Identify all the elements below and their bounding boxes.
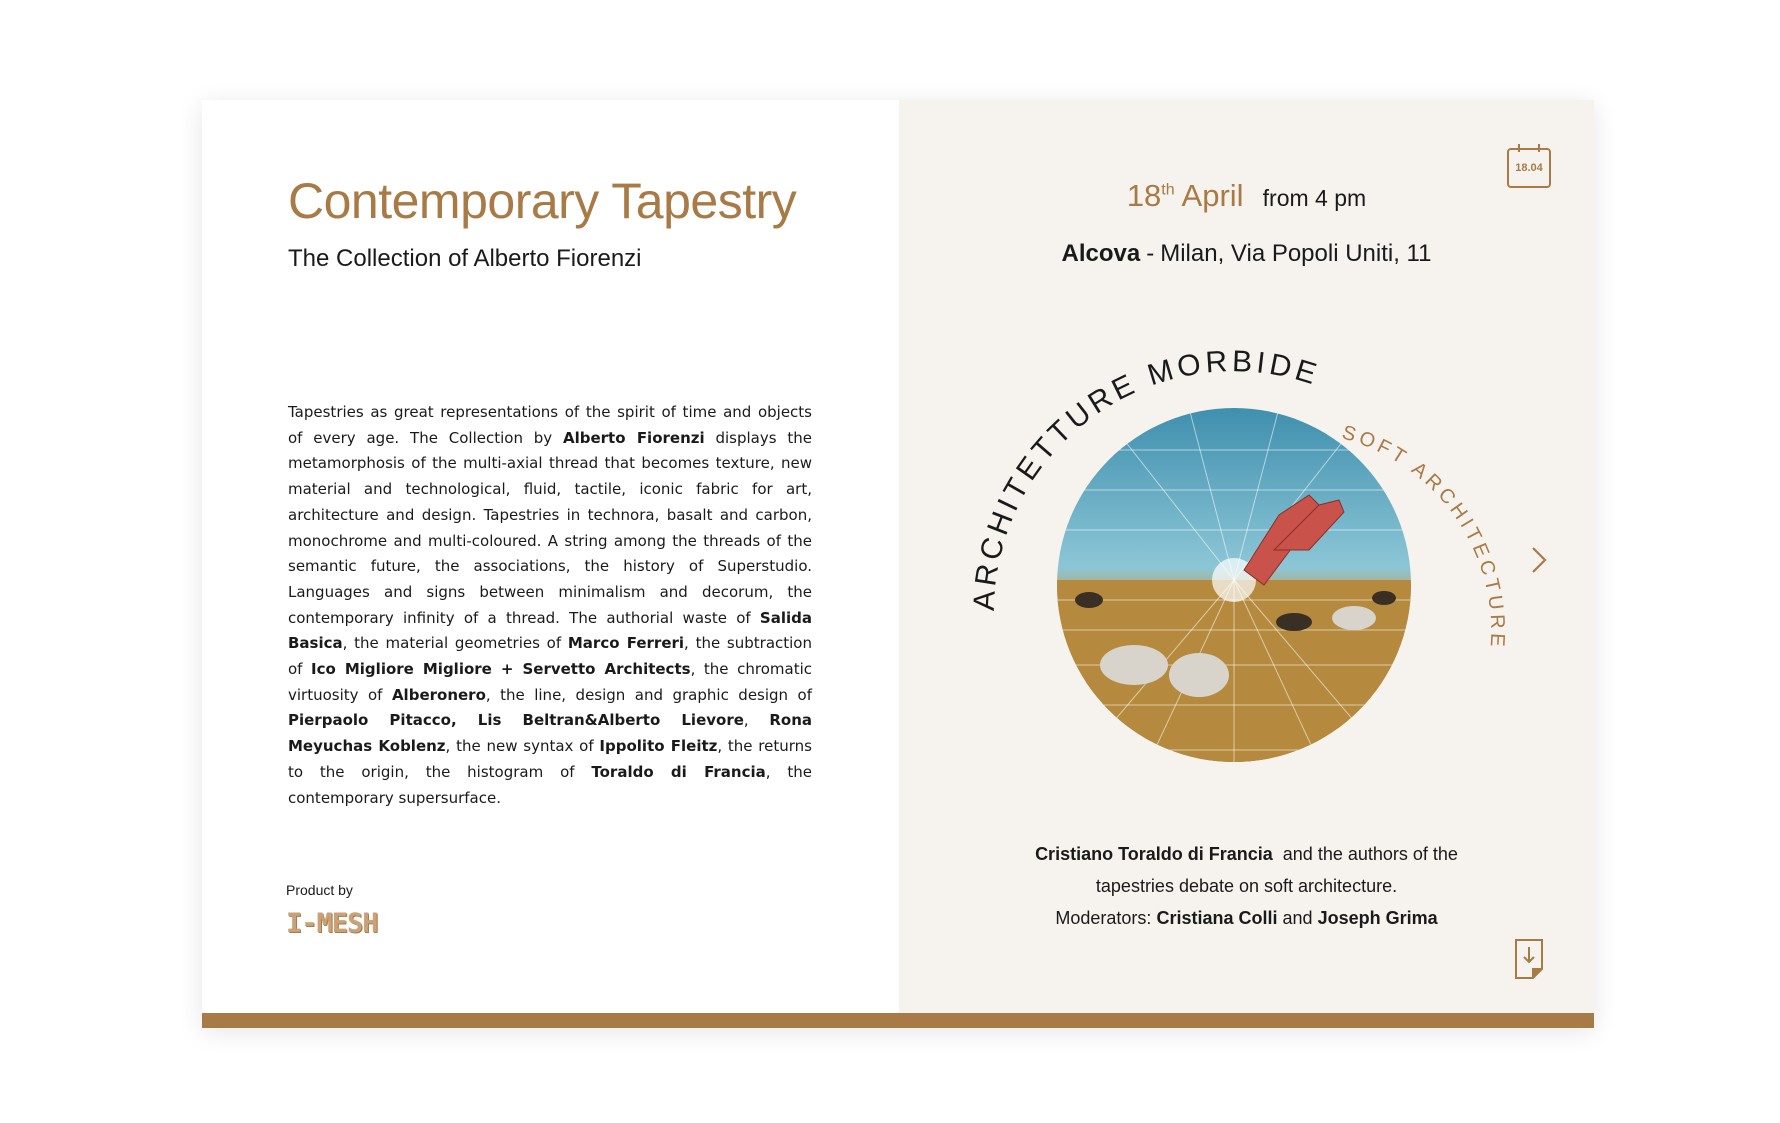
artist-name: Marco Ferreri — [567, 634, 685, 653]
date-month: April — [1181, 178, 1244, 213]
page-subtitle: The Collection of Alberto Fiorenzi — [288, 245, 642, 272]
venue-name: Alcova — [1061, 240, 1141, 267]
speaker-name: Cristiano Toraldo di Francia — [1035, 844, 1273, 864]
body-text-segment: , the material geometries of — [342, 634, 568, 653]
body-text-segment: , the line, design and graphic design of — [485, 685, 813, 704]
download-icon[interactable] — [1513, 938, 1545, 980]
artist-name: Pierpaolo Pitacco, Lis Beltran&Alberto Lievore — [288, 711, 744, 730]
artist-name: Toraldo di Francia — [591, 762, 766, 781]
chevron-right-icon[interactable] — [1529, 540, 1549, 580]
right-page — [899, 100, 1594, 1013]
artist-name: Salida Basica — [288, 608, 812, 653]
artist-name: Alberto Fiorenzi — [563, 428, 705, 447]
tapestry-artwork — [899, 300, 1594, 800]
event-venue — [899, 240, 1594, 268]
product-by-label: Product by — [286, 882, 353, 898]
calendar-date-label: 18.04 — [1515, 162, 1543, 174]
moderators-label: Moderators: — [1055, 908, 1152, 928]
brochure-spread — [202, 100, 1594, 1028]
arc-subtitle-path: SOFT ARCHITECTURE — [1339, 421, 1509, 652]
moderator-name: Joseph Grima — [1317, 908, 1438, 928]
caption-and: and — [1282, 908, 1313, 928]
body-text-segment: Tapestries as great representations of the spirit of time and objects of every age. The Collection by — [288, 403, 812, 447]
artist-name: Ico Migliore Migliore + Servetto Architects — [311, 660, 691, 679]
caption-line-3 — [899, 902, 1594, 934]
body-text-segment: , the contemporary supersurface. — [288, 762, 813, 807]
body-text-segment: , — [743, 711, 770, 730]
event-date-main — [1127, 178, 1244, 213]
caption-line-2: tapestries debate on soft architecture. — [1095, 876, 1398, 896]
moderator-name: Cristiana Colli — [1156, 908, 1278, 928]
venue-separator: - — [1146, 240, 1155, 267]
caption-line-1 — [899, 838, 1594, 870]
event-caption — [899, 838, 1594, 934]
body-text-segment: , the chromatic virtuosity of — [288, 660, 812, 704]
page-title: Contemporary Tapestry — [288, 173, 797, 229]
body-text-segment: displays the metamorphosis of the multi-axial thread that becomes texture, new material and technological, fluid, tactile, iconic fabric for art, architecture and design. Tapestries in technora, basalt and carbon, monochrome and multi-coloured. A string among the threads of the semantic future, the associations, the history of Superstudio. Languages and signs between minimalism and decorum, the contemporary infinity of a thread. The authorial waste of — [288, 428, 812, 627]
arc-title-path: ARCHITETTURE MORBIDE — [967, 344, 1324, 612]
artwork-image — [1057, 408, 1411, 762]
description-text — [288, 400, 812, 811]
imesh-logo: I-MESH — [286, 908, 378, 939]
body-text-segment: , the new syntax of — [445, 737, 600, 756]
artist-name: Rona Meyuchas Koblenz — [288, 711, 812, 756]
body-text-segment: , the subtraction of — [288, 634, 812, 679]
event-time: from 4 pm — [1262, 185, 1367, 211]
event-date — [899, 178, 1594, 214]
date-suffix: th — [1161, 181, 1175, 199]
left-page — [202, 100, 899, 1013]
bottom-accent-bar — [202, 1013, 1594, 1028]
artist-name: Ippolito Fleitz — [599, 737, 718, 756]
caption-text: and the authors of the — [1282, 844, 1458, 864]
venue-address: Milan, Via Popoli Uniti, 11 — [1160, 240, 1432, 267]
body-text-segment: , the returns to the origin, the histogram of — [288, 737, 812, 781]
date-day: 18 — [1126, 178, 1162, 213]
artist-name: Alberonero — [391, 685, 486, 704]
